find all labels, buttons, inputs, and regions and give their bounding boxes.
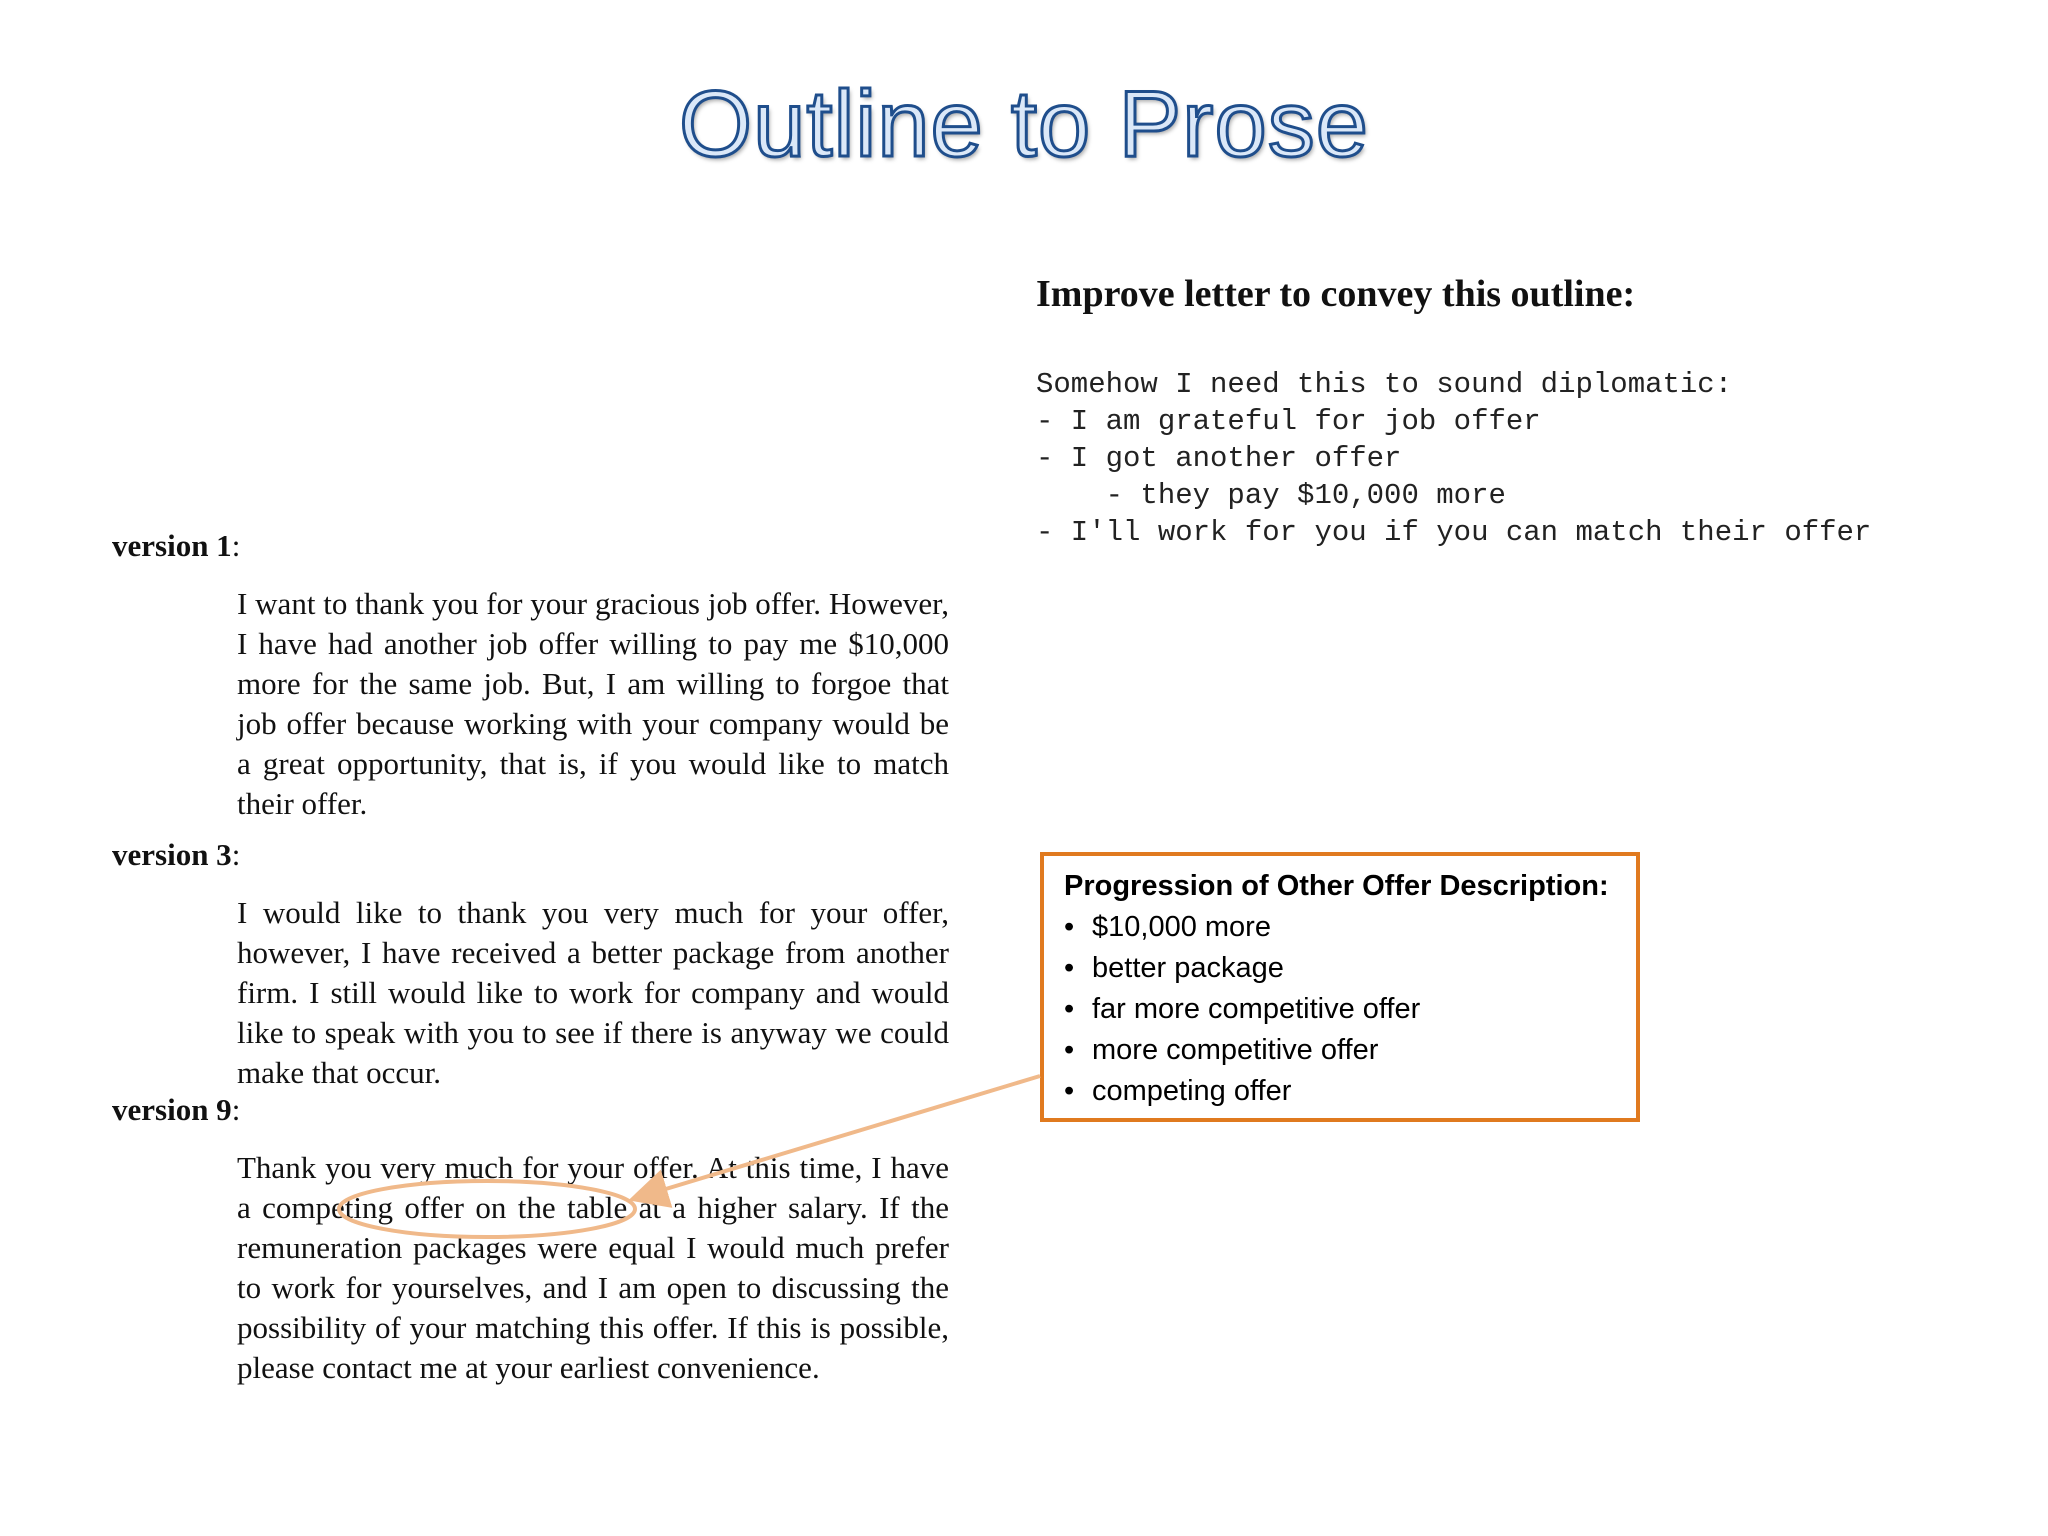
progression-item-text: $10,000 more bbox=[1092, 911, 1271, 943]
outline-line: - I am grateful for job offer bbox=[1036, 405, 1541, 438]
bullet-icon: • bbox=[1064, 911, 1075, 943]
outline-line: - I'll work for you if you can match their offer bbox=[1036, 516, 1872, 549]
progression-item-text: far more competitive offer bbox=[1092, 993, 1421, 1025]
annotation-arrow bbox=[636, 1076, 1040, 1198]
bullet-icon: • bbox=[1064, 952, 1075, 984]
progression-title: Progression of Other Offer Description: bbox=[1064, 870, 1609, 902]
version-9-text: Thank you very much for your offer. At this time, I have a competing offer on the table at a higher salary. If the remuneration packages were equal I would much prefer to work for yourselves, and I am open to discussing the possibility of your matching this offer. If this is possible, please contact me at your earliest convenience. bbox=[237, 1150, 949, 1385]
version-3-text: I would like to thank you very much for your offer, however, I have received a better package from another firm. I still would like to work for company and would like to speak with you to see if there is anyway we could make that occur. bbox=[237, 895, 949, 1090]
version-1-text: I want to thank you for your gracious job offer. However, I have had another job offer willing to pay me $10,000 more for the same job. But, I am willing to forgoe that job offer because working with your company would be a great opportunity, that is, if you would like to match their offer. bbox=[237, 586, 949, 821]
slide-title: Outline to Prose bbox=[678, 71, 1370, 176]
outline-heading: Improve letter to convey this outline: bbox=[1036, 273, 1636, 315]
bullet-icon: • bbox=[1064, 993, 1075, 1025]
version-9-label: version 9: bbox=[112, 1092, 241, 1127]
version-3-label: version 3: bbox=[112, 837, 241, 872]
progression-item-text: competing offer bbox=[1092, 1075, 1292, 1107]
progression-item-text: better package bbox=[1092, 952, 1284, 984]
outline-line: - they pay $10,000 more bbox=[1036, 479, 1506, 512]
progression-item-text: more competitive offer bbox=[1092, 1034, 1379, 1066]
bullet-icon: • bbox=[1064, 1034, 1075, 1066]
bullet-icon: • bbox=[1064, 1075, 1075, 1107]
outline-line: - I got another offer bbox=[1036, 442, 1402, 475]
highlight-ellipse bbox=[339, 1181, 635, 1237]
version-1-label: version 1: bbox=[112, 528, 241, 563]
outline-line: Somehow I need this to sound diplomatic: bbox=[1036, 368, 1733, 401]
